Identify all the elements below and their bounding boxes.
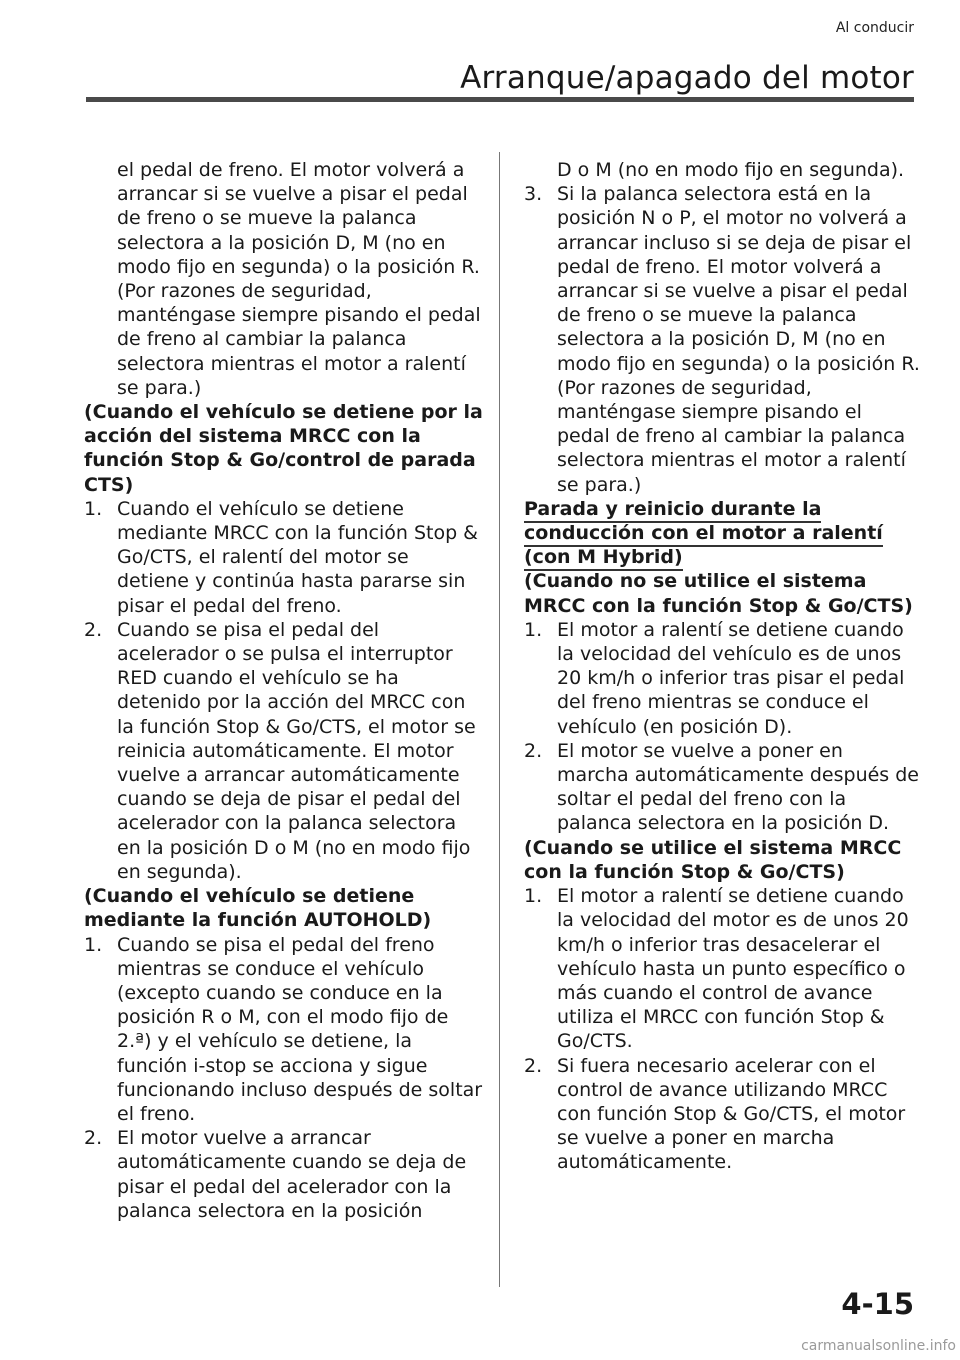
item-text: Cuando se pisa el pedal del freno mientras se conduce el vehículo (excepto cuando se conduce en la posición R o M, con el modo fijo de 2.ª) y el vehículo se detiene, la función i-stop se acciona y sigue funcionando incluso después de soltar el freno. — [117, 933, 483, 1125]
list-item — [524, 739, 920, 836]
list-item — [524, 182, 920, 497]
subheading-line: (con M Hybrid) — [524, 546, 683, 571]
item-number: 1. — [84, 933, 103, 956]
item-text: El motor a ralentí se detiene cuando la velocidad del motor es de unos 20 km/h o inferior tras desacelerar el vehículo hasta un punto específico o más cuando el control de avance utiliza el MRCC con función Stop & Go/CTS. — [557, 885, 909, 1053]
item-number: 1. — [84, 497, 103, 520]
heading-with-mrcc: (Cuando se utilice el sistema MRCC con la función Stop & Go/CTS) — [524, 836, 902, 883]
page-title: Arranque/apagado del motor — [460, 60, 914, 96]
item-number: 1. — [524, 885, 543, 908]
item-text: Cuando el vehículo se detiene mediante MRCC con la función Stop & Go/CTS, el ralentí del motor se detiene y continúa hasta pararse sin pisar el pedal del freno. — [117, 497, 478, 617]
item-number: 2. — [84, 1127, 103, 1150]
column-divider — [499, 152, 500, 1287]
section-subheading — [524, 497, 920, 570]
list-item — [84, 933, 484, 1127]
list-item — [84, 1126, 484, 1223]
list-item — [524, 884, 920, 1053]
item-text: El motor vuelve a arrancar automáticamente cuando se deja de pisar el pedal del acelerador con la palanca selectora en la posición — [117, 1127, 467, 1222]
right-column — [524, 158, 920, 1175]
item-number: 2. — [524, 739, 543, 762]
continuation-text: D o M (no en modo fijo en segunda). — [557, 159, 905, 181]
list-item — [84, 497, 484, 618]
item-text: Cuando se pisa el pedal del acelerador o se pulsa el interruptor RED cuando el vehículo se ha detenido por la acción del MRCC con la función Stop & Go/CTS, el motor se reinicia automáticamente. El motor vuelve a arrancar automáticamente cuando se deja de pisar el pedal del acelerador con la palanca selectora en la posición D o M (no en modo fijo en segunda). — [117, 618, 476, 883]
item-number: 1. — [524, 618, 543, 641]
item-number: 2. — [524, 1054, 543, 1077]
subheading-line: conducción con el motor a ralentí — [524, 522, 883, 547]
list-item — [524, 618, 920, 739]
header-rule — [86, 97, 914, 102]
list-item — [524, 1054, 920, 1175]
page-number: 4-15 — [841, 1287, 914, 1321]
heading-autohold: (Cuando el vehículo se detiene mediante la función AUTOHOLD) — [84, 885, 432, 932]
left-column — [84, 158, 484, 1223]
item-text: Si fuera necesario acelerar con el control de avance utilizando MRCC con función Stop & Go/CTS, el motor se vuelve a poner en marcha automáticamente. — [557, 1054, 906, 1174]
footer-watermark: carmanualsonline.info — [801, 1338, 956, 1354]
item-number: 3. — [524, 183, 543, 206]
subheading-line: Parada y reinicio durante la — [524, 498, 821, 523]
item-text: Si la palanca selectora está en la posición N o P, el motor no volverá a arrancar incluso si se deja de pisar el pedal de freno. El motor volverá a arrancar si se vuelve a pisar el pedal de freno o se mueve la palanca selectora a la posición D, M (no en modo fijo en segunda) o la posición R. (Por razones de seguridad, manténgase siempre pisando el pedal de freno al cambiar la palanca selectora mientras el motor a ralentí se para.) — [557, 183, 920, 496]
item-text: El motor a ralentí se detiene cuando la velocidad del vehículo es de unos 20 km/h o inferior tras pisar el pedal del freno mientras se conduce el vehículo (en posición D). — [557, 618, 905, 738]
heading-no-mrcc: (Cuando no se utilice el sistema MRCC con la función Stop & Go/CTS) — [524, 570, 913, 617]
item-text: El motor se vuelve a poner en marcha automáticamente después de soltar el pedal del freno con la palanca selectora en la posición D. — [557, 739, 919, 835]
item-number: 2. — [84, 618, 103, 641]
heading-mrcc-stop: (Cuando el vehículo se detiene por la acción del sistema MRCC con la función Stop & Go/control de parada CTS) — [84, 401, 483, 496]
continuation-text: el pedal de freno. El motor volverá a arrancar si se vuelve a pisar el pedal de freno o se mueve la palanca selectora a la posición D, M (no en modo fijo en segunda) o la posición R. (Por razones de seguridad, manténgase siempre pisando el pedal de freno al cambiar la palanca selectora mientras el motor a ralentí se para.) — [117, 159, 481, 399]
list-item — [84, 618, 484, 884]
header-section-label: Al conducir — [835, 20, 914, 36]
